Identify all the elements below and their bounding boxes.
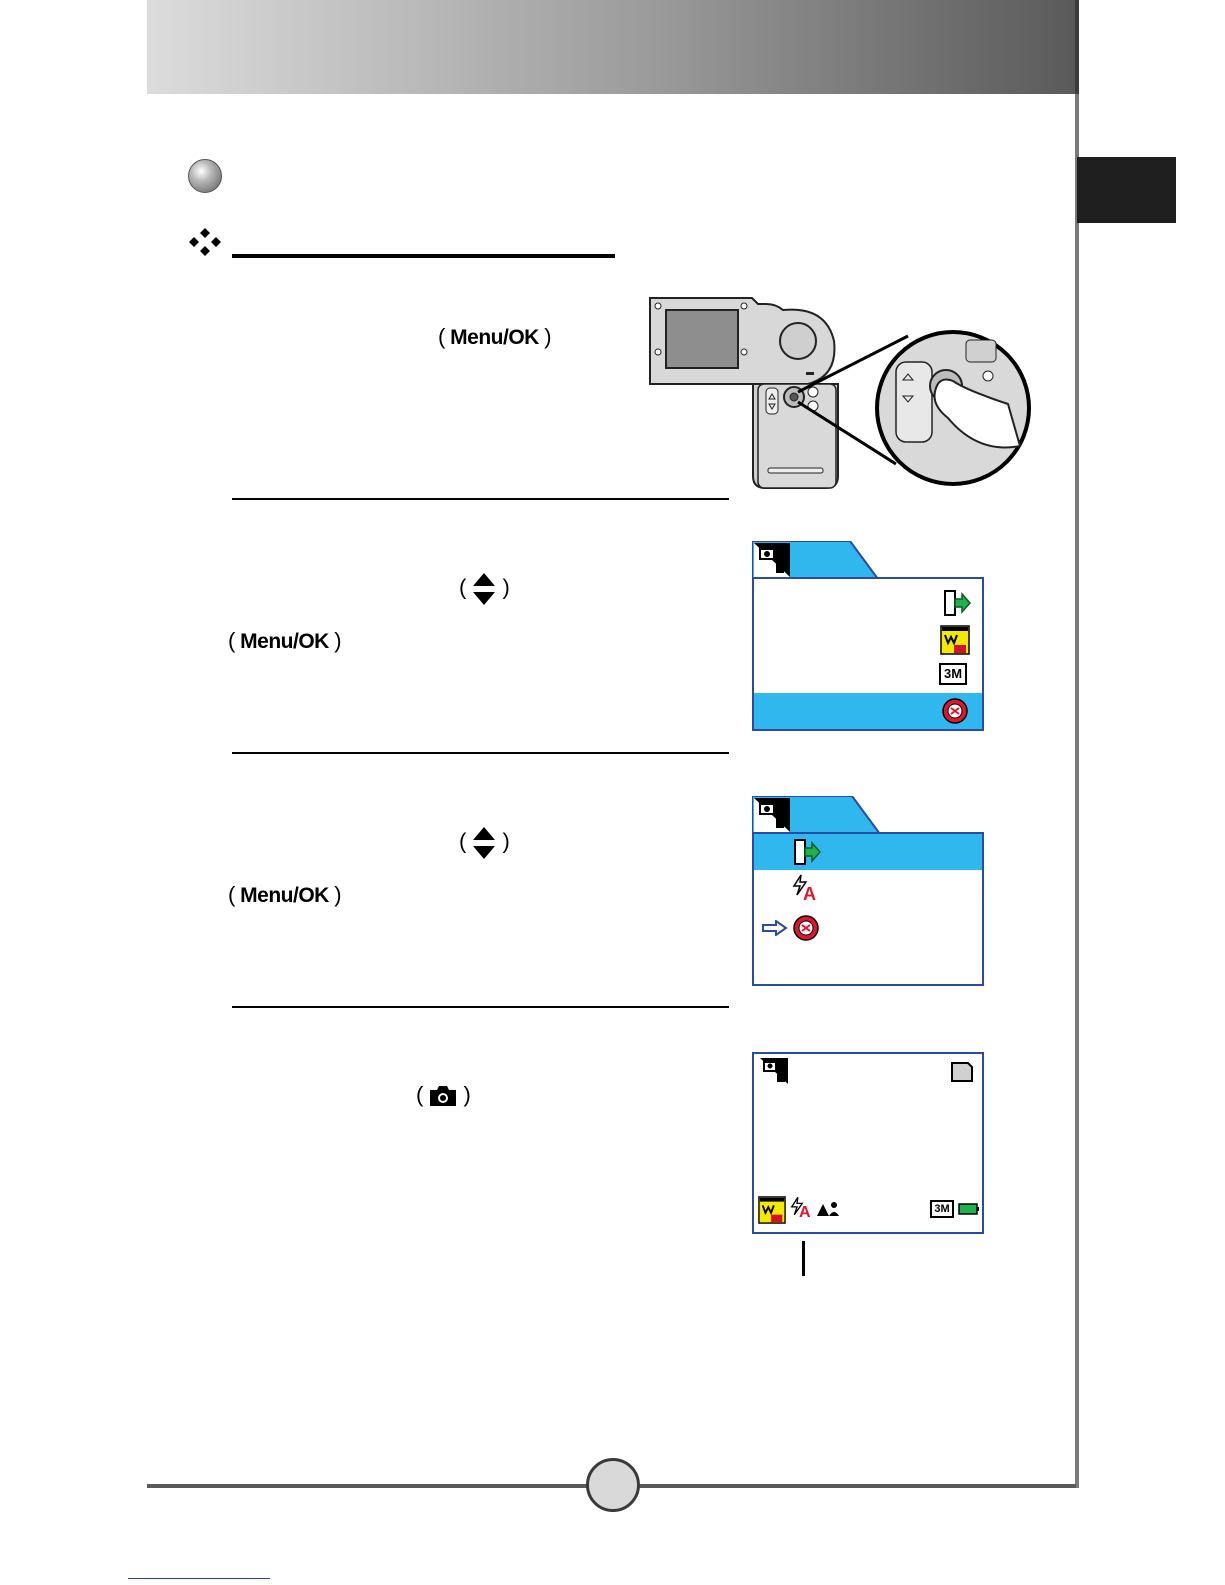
flash-indicator-pointer	[802, 1241, 805, 1276]
resolution-3m-icon: 3M	[930, 1200, 954, 1218]
step3-menu-ok-label: ( Menu/OK )	[228, 882, 342, 907]
step-divider-2	[232, 752, 729, 754]
menu-row-quality[interactable]	[754, 621, 982, 657]
scene-mode-icon	[760, 1058, 788, 1084]
capture-preview-screen	[752, 1052, 984, 1234]
flash-auto-letter: A	[799, 1204, 811, 1221]
section-bullet-icon	[188, 159, 222, 193]
step4-shutter-label: ( )	[416, 1082, 471, 1107]
scene-landscape-portrait-icon	[816, 1200, 840, 1218]
up-down-arrow-icon	[471, 572, 497, 606]
red-eye-icon	[941, 697, 969, 725]
menu-row-exit[interactable]	[754, 585, 982, 621]
submenu-row-flash-auto[interactable]	[754, 872, 982, 908]
step2-menu-ok-label: ( Menu/OK )	[228, 628, 342, 653]
menu-row-red-eye-selected[interactable]	[754, 693, 982, 729]
menu-screen-1	[752, 541, 984, 731]
menu-list	[752, 577, 984, 731]
chapter-tab	[1077, 157, 1176, 223]
menu-screen-2	[752, 796, 984, 986]
step3-updown-label: ( )	[459, 826, 509, 860]
menu-tab	[752, 541, 882, 579]
step2-updown-label: ( )	[459, 572, 509, 606]
resolution-3m-icon: 3M	[939, 663, 967, 685]
header-bar	[147, 0, 1075, 94]
up-down-arrow-icon	[471, 826, 497, 860]
step-divider-1	[232, 498, 729, 500]
menu-ok-text: Menu/OK	[240, 630, 329, 653]
flash-auto-status-icon	[790, 1196, 816, 1226]
arrow-right-icon	[762, 920, 788, 936]
submenu-row-exit-selected[interactable]	[754, 834, 982, 870]
header-right-edge	[1075, 0, 1079, 94]
red-eye-icon	[792, 914, 820, 942]
page-number-badge	[586, 1458, 640, 1512]
menu-ok-text: Menu/OK	[450, 326, 539, 349]
memory-card-icon	[950, 1062, 974, 1082]
menu-row-resolution[interactable]	[754, 657, 982, 693]
step-divider-3	[232, 1006, 729, 1008]
diamond-cluster-icon	[188, 228, 222, 258]
menu-ok-text: Menu/OK	[240, 884, 329, 907]
camera-shutter-icon	[428, 1084, 458, 1108]
submenu-row-red-eye[interactable]	[754, 910, 982, 946]
submenu-list	[752, 832, 984, 986]
camera-illustration	[648, 296, 1038, 496]
exit-door-icon	[792, 838, 822, 866]
flash-auto-letter: A	[803, 884, 816, 904]
web-quality-icon	[940, 625, 970, 655]
subsection-title-underline	[232, 254, 615, 258]
web-quality-icon	[758, 1196, 786, 1224]
step1-menu-ok-label: ( Menu/OK )	[438, 324, 552, 349]
flash-auto-icon	[792, 874, 822, 906]
battery-icon	[958, 1203, 980, 1215]
exit-door-icon	[942, 589, 972, 617]
right-margin-line	[1075, 94, 1079, 1488]
footer-link-underline	[128, 1578, 270, 1579]
menu-tab	[752, 796, 884, 834]
